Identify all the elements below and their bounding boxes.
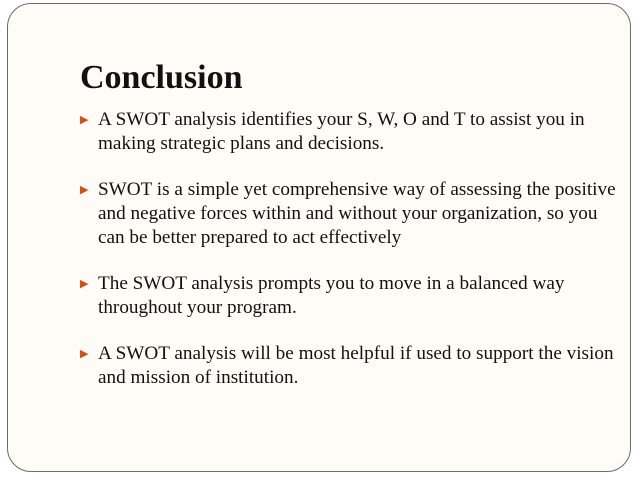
bullet-item [80, 108, 620, 156]
bullet-text: A SWOT analysis identifies your S, W, O and T to assist you in making strategic plans and decisions. [98, 109, 585, 154]
bullet-item [80, 178, 620, 250]
triangle-bullet-icon: ▶ [80, 184, 89, 196]
triangle-bullet-icon: ▶ [80, 278, 89, 290]
bullet-text: The SWOT analysis prompts you to move in a balanced way throughout your program. [98, 273, 565, 318]
slide-frame [7, 3, 631, 472]
bullet-item [80, 272, 620, 320]
bullet-text: SWOT is a simple yet comprehensive way of assessing the positive and negative forces within and without your organization, so you can be better prepared to act effectively [98, 179, 616, 248]
bullet-item [80, 342, 620, 390]
triangle-bullet-icon: ▶ [80, 348, 89, 360]
bullet-text: A SWOT analysis will be most helpful if used to support the vision and mission of institution. [98, 343, 614, 388]
bullet-list [80, 108, 620, 390]
slide-title: Conclusion [80, 59, 243, 96]
triangle-bullet-icon: ▶ [80, 114, 89, 126]
